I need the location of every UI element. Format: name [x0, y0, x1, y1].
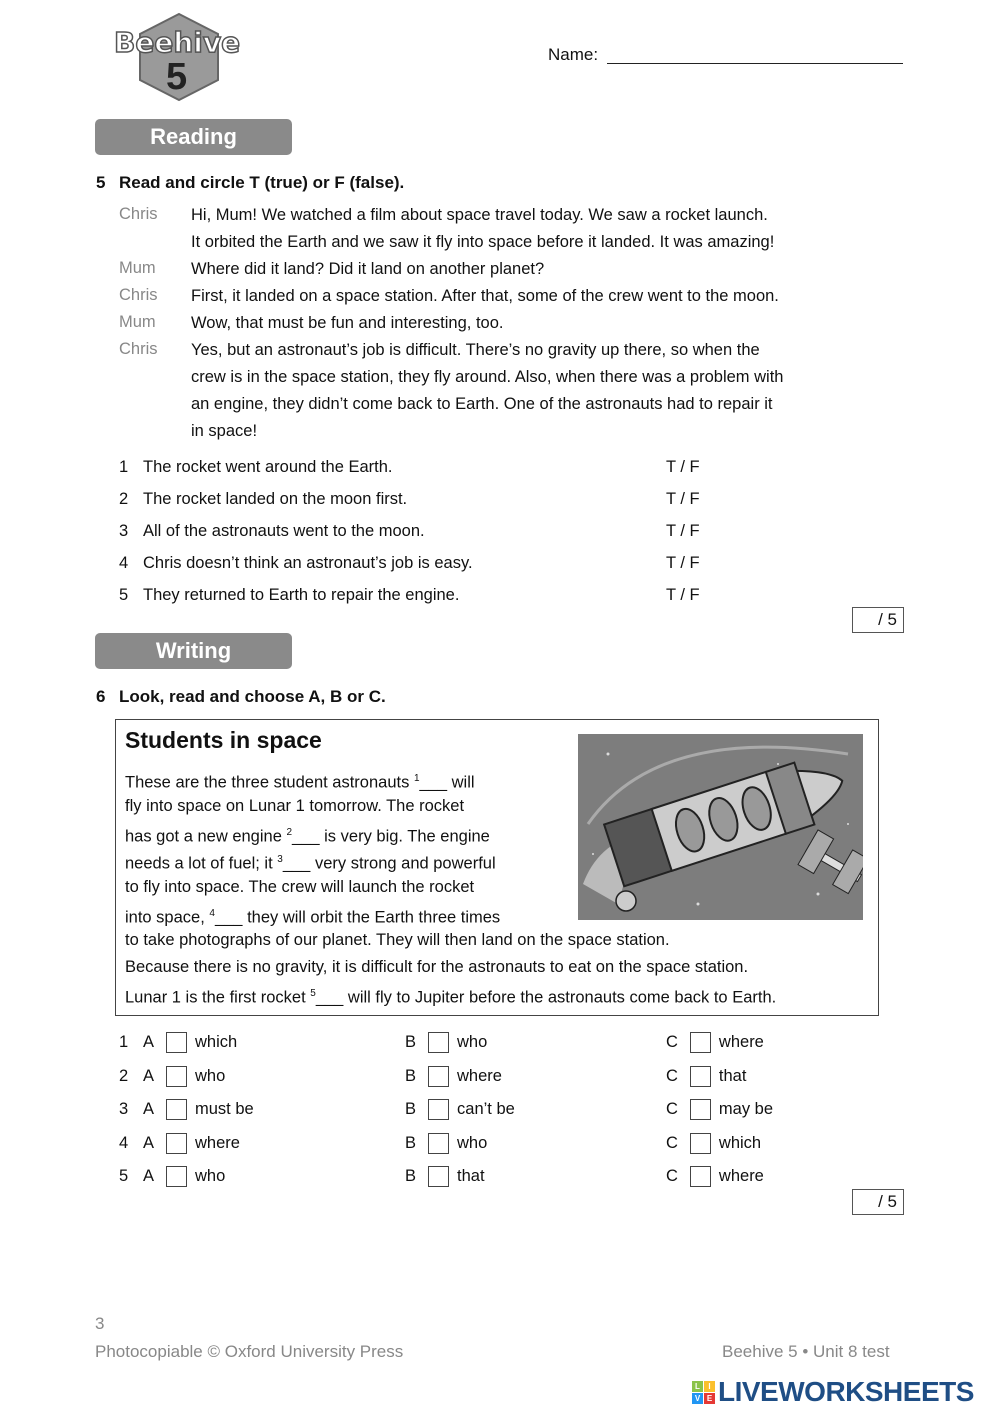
- reading-score-box[interactable]: / 5: [852, 607, 904, 633]
- choice-number: 2: [119, 1066, 129, 1085]
- statement-number: 2: [119, 490, 129, 508]
- choice-option-a[interactable]: [143, 1164, 225, 1188]
- choice-option-c[interactable]: [666, 1131, 761, 1155]
- writing-instruction: Look, read and choose A, B or C.: [119, 687, 386, 706]
- option-text: can’t be: [457, 1100, 515, 1118]
- checkbox[interactable]: [690, 1066, 711, 1087]
- page-number: 3: [95, 1314, 105, 1333]
- option-text: which: [195, 1033, 238, 1051]
- logo-level: 5: [166, 56, 188, 98]
- choice-option-b[interactable]: [405, 1131, 487, 1155]
- option-text: must be: [195, 1100, 254, 1118]
- passage-line: [125, 904, 500, 928]
- option-text: who: [195, 1167, 226, 1185]
- checkbox[interactable]: [166, 1166, 187, 1187]
- option-text: that: [457, 1167, 485, 1185]
- dialogue-line: First, it landed on a space station. After that, some of the crew went to the moon.: [191, 287, 779, 305]
- option-letter: B: [405, 1066, 417, 1085]
- option-letter: A: [143, 1133, 155, 1152]
- checkbox[interactable]: [428, 1166, 449, 1187]
- question-number: 6: [96, 687, 106, 706]
- choice-option-c[interactable]: [666, 1164, 764, 1188]
- passage-text: Lunar 1 is the first rocket: [125, 988, 311, 1007]
- checkbox[interactable]: [428, 1032, 449, 1053]
- reading-header: Reading: [95, 119, 292, 155]
- gap-number: 3: [277, 853, 283, 865]
- passage-line: [125, 957, 748, 977]
- choice-option-c[interactable]: [666, 1064, 746, 1088]
- gap-number: 1: [413, 773, 420, 784]
- passage-text: to fly into space. The crew will launch the rocket: [125, 877, 475, 896]
- option-text: where: [718, 1033, 764, 1051]
- option-letter: A: [143, 1167, 155, 1185]
- gap-number: 4: [209, 907, 215, 919]
- checkbox[interactable]: [166, 1066, 187, 1087]
- choice-option-a[interactable]: [143, 1030, 237, 1054]
- option-letter: C: [666, 1133, 678, 1152]
- option-text: where: [195, 1133, 240, 1152]
- gap-number: 2: [286, 826, 293, 838]
- choice-option-a[interactable]: [143, 1131, 240, 1155]
- passage-text: to take photographs of our planet. They will then land on the space station.: [125, 931, 670, 950]
- option-letter: C: [666, 1100, 678, 1118]
- passage-line: [125, 769, 475, 793]
- passage-line: [125, 823, 490, 847]
- dialogue-line: Where did it land? Did it land on another planet?: [191, 260, 545, 278]
- passage-line: [125, 984, 776, 1008]
- tile: L: [692, 1381, 703, 1392]
- speaker-name: Chris: [119, 340, 158, 358]
- unit-label: Beehive 5 • Unit 8 test: [722, 1342, 890, 1361]
- checkbox[interactable]: [690, 1032, 711, 1053]
- checkbox[interactable]: [166, 1099, 187, 1120]
- option-text: who: [457, 1133, 488, 1152]
- logo-brand: Beehive: [114, 26, 241, 59]
- choice-option-c[interactable]: [666, 1030, 764, 1054]
- dialogue-line: Yes, but an astronaut’s job is difficult. There’s no gravity up there, so when the: [191, 341, 760, 359]
- option-letter: A: [143, 1066, 155, 1085]
- name-label: Name:: [548, 45, 599, 64]
- choice-option-b[interactable]: [405, 1097, 515, 1121]
- passage-text: ___ will fly to Jupiter before the astronauts come back to Earth.: [315, 988, 777, 1007]
- option-letter: C: [666, 1066, 678, 1085]
- speaker-name: Mum: [119, 313, 156, 331]
- checkbox[interactable]: [690, 1166, 711, 1187]
- checkbox[interactable]: [428, 1099, 449, 1120]
- speaker-name: Mum: [119, 259, 156, 277]
- passage-text: ___ very strong and powerful: [282, 854, 496, 873]
- copyright: Photocopiable © Oxford University Press: [95, 1342, 404, 1361]
- passage-text: needs a lot of fuel; it: [125, 854, 278, 873]
- option-letter: C: [666, 1167, 678, 1185]
- tile: I: [704, 1381, 715, 1392]
- option-text: where: [457, 1066, 502, 1085]
- passage-text: ___ is very big. The engine: [292, 827, 490, 846]
- choice-number: 3: [119, 1100, 129, 1118]
- checkbox[interactable]: [690, 1133, 711, 1154]
- dialogue-line: in space!: [191, 422, 258, 440]
- true-false-choice[interactable]: T / F: [666, 458, 700, 476]
- passage-text: Because there is no gravity, it is difficult for the astronauts to eat on the space station.: [125, 958, 749, 977]
- option-letter: B: [405, 1100, 417, 1118]
- speaker-name: Chris: [119, 286, 158, 304]
- passage-text: has got a new engine: [125, 827, 287, 846]
- option-text: who: [195, 1066, 226, 1085]
- option-letter: A: [143, 1100, 155, 1118]
- statement-text: The rocket went around the Earth.: [143, 458, 393, 476]
- passage-text: into space,: [125, 908, 210, 926]
- statement-number: 4: [119, 554, 129, 572]
- checkbox[interactable]: [166, 1032, 187, 1053]
- checkbox[interactable]: [690, 1099, 711, 1120]
- statement-text: Chris doesn’t think an astronaut’s job is easy.: [143, 554, 473, 572]
- dialogue-line: Hi, Mum! We watched a film about space travel today. We saw a rocket launch.: [191, 206, 768, 224]
- statement-number: 5: [119, 586, 129, 604]
- true-false-choice[interactable]: T / F: [666, 554, 700, 572]
- option-letter: A: [143, 1033, 155, 1051]
- choice-number: 4: [119, 1133, 129, 1152]
- true-false-choice[interactable]: T / F: [666, 586, 700, 604]
- beehive-logo: [112, 12, 247, 102]
- reading-instruction: Read and circle T (true) or F (false).: [119, 173, 405, 192]
- writing-score-box[interactable]: / 5: [852, 1189, 904, 1215]
- speaker-name: Chris: [119, 205, 158, 223]
- tile: E: [704, 1393, 715, 1404]
- passage-line: [125, 930, 670, 950]
- passage-line: [125, 850, 496, 874]
- tile: V: [692, 1393, 703, 1404]
- choice-option-a[interactable]: [143, 1097, 254, 1121]
- passage-text: ___ they will orbit the Earth three times: [214, 908, 501, 926]
- dialogue-line: Wow, that must be fun and interesting, too.: [191, 314, 504, 332]
- statement-text: All of the astronauts went to the moon.: [143, 522, 425, 540]
- option-text: may be: [718, 1100, 774, 1118]
- passage-text: fly into space on Lunar 1 tomorrow. The rocket: [125, 796, 465, 815]
- dialogue-line: crew is in the space station, they fly around. Also, when there was a problem with: [191, 368, 784, 386]
- option-text: which: [718, 1133, 762, 1152]
- passage-title: Students in space: [125, 727, 322, 753]
- checkbox[interactable]: [428, 1066, 449, 1087]
- option-text: that: [718, 1066, 747, 1085]
- choice-number: 5: [119, 1167, 129, 1185]
- statement-number: 3: [119, 522, 129, 540]
- name-field[interactable]: [607, 63, 903, 64]
- choice-option-b[interactable]: [405, 1164, 485, 1188]
- live-tiles-icon: [692, 1381, 715, 1404]
- true-false-choice[interactable]: T / F: [666, 522, 700, 540]
- passage-line: [125, 796, 464, 816]
- watermark-text: LIVEWORKSHEETS: [718, 1376, 974, 1407]
- statement-text: They returned to Earth to repair the engine.: [143, 586, 460, 604]
- choice-option-b[interactable]: [405, 1030, 487, 1054]
- dialogue-line: an engine, they didn’t come back to Earth. One of the astronauts had to repair it: [191, 395, 773, 413]
- choice-number: 1: [119, 1033, 129, 1051]
- choice-option-a[interactable]: [143, 1064, 225, 1088]
- checkbox[interactable]: [166, 1133, 187, 1154]
- dialogue-line: It orbited the Earth and we saw it fly into space before it landed. It was amazing!: [191, 233, 775, 251]
- checkbox[interactable]: [428, 1133, 449, 1154]
- passage-text: These are the three student astronauts: [125, 773, 414, 792]
- passage-line: [125, 877, 474, 897]
- option-letter: C: [666, 1033, 678, 1051]
- passage-text: ___ will: [419, 773, 475, 792]
- gap-number: 5: [310, 988, 316, 1000]
- rocket-illustration: [578, 734, 863, 920]
- statement-number: 1: [119, 458, 129, 476]
- true-false-choice[interactable]: T / F: [666, 490, 700, 508]
- question-number: 5: [96, 173, 106, 192]
- option-letter: B: [405, 1133, 417, 1152]
- statement-text: The rocket landed on the moon first.: [143, 490, 408, 508]
- option-letter: B: [405, 1033, 417, 1051]
- writing-header: Writing: [95, 633, 292, 669]
- liveworksheets-logo: [692, 1376, 974, 1408]
- option-letter: B: [405, 1167, 417, 1185]
- choice-option-c[interactable]: [666, 1097, 773, 1121]
- option-text: where: [718, 1167, 764, 1185]
- option-text: who: [457, 1033, 488, 1051]
- choice-option-b[interactable]: [405, 1064, 502, 1088]
